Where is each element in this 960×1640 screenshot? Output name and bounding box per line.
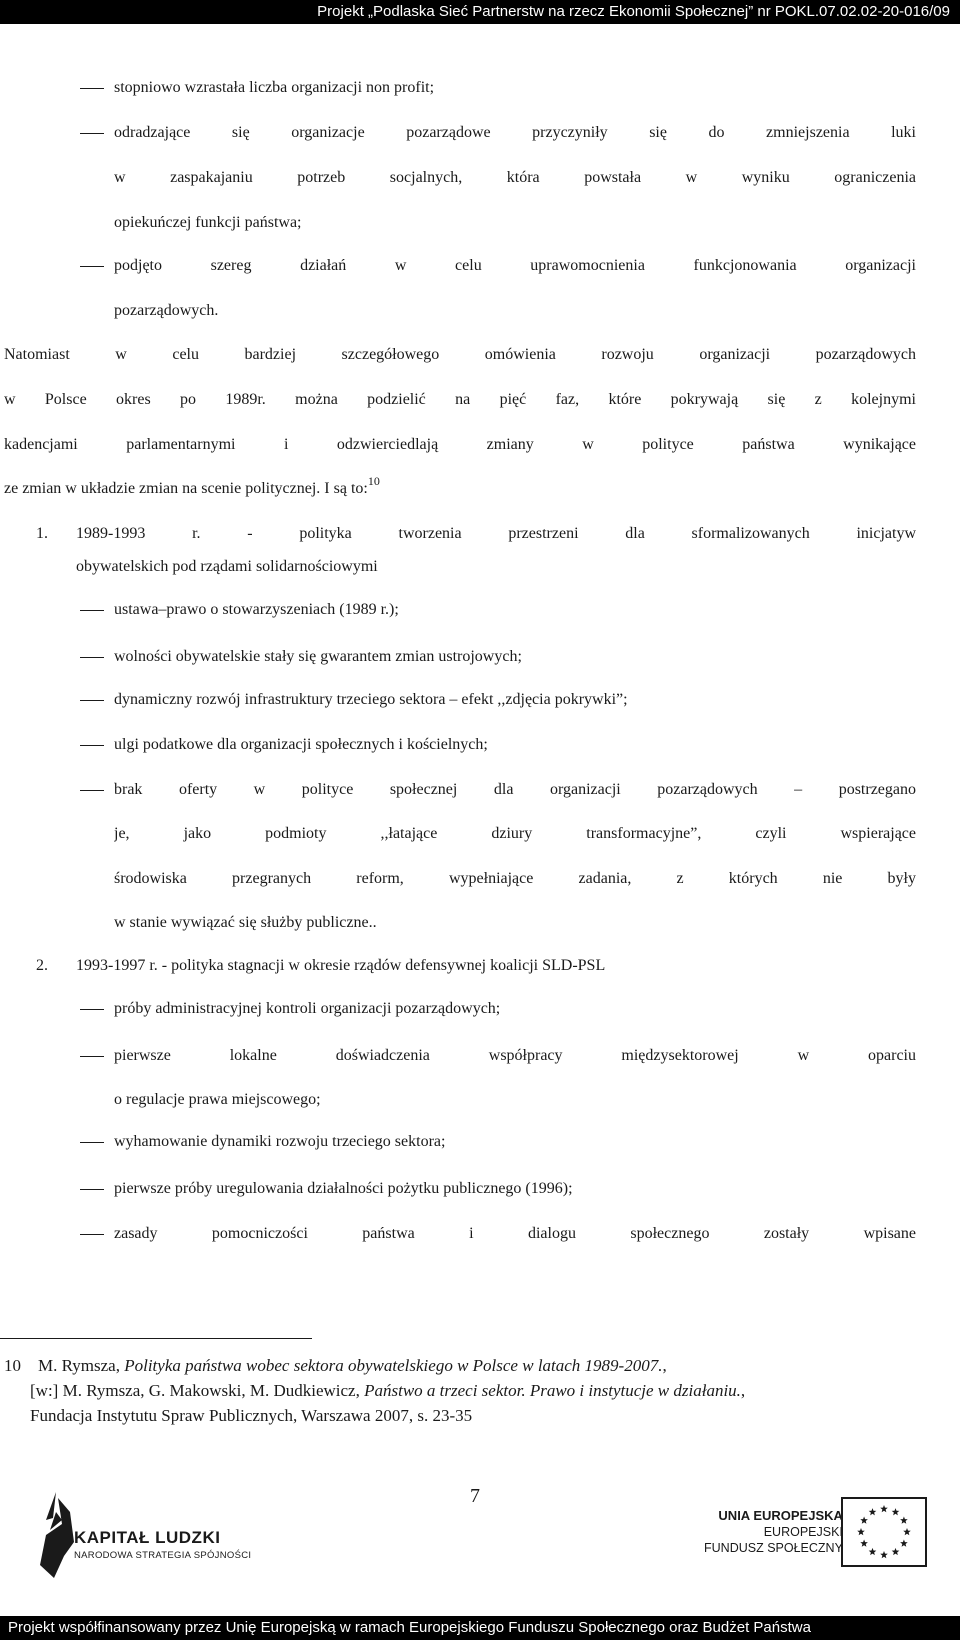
footnote-number: 10: [4, 1356, 21, 1375]
text-line: o regulacje prawa miejscowego;: [114, 1091, 321, 1108]
footnote-sep: ,: [740, 1381, 746, 1400]
eu-star-icon: [869, 1508, 877, 1515]
eu-star-icon: [903, 1528, 911, 1535]
bullet-dash: [80, 133, 104, 134]
footnote-ref[interactable]: 10: [367, 473, 380, 488]
kapital-ludzki-title: KAPITAŁ LUDZKI: [74, 1528, 221, 1547]
text-line: stopniowo wzrastała liczba organizacji non profit;: [114, 79, 435, 96]
text-line: opiekuńczej funkcji państwa;: [114, 214, 302, 231]
text-line: w stanie wywiązać się służby publiczne..: [114, 914, 377, 931]
eu-star-icon: [892, 1548, 900, 1555]
text-line: [4, 475, 380, 503]
footnote-author: M. Rymsza,: [38, 1356, 125, 1375]
text-line: dynamiczny rozwój infrastruktury trzeciego sektora – efekt ,,zdjęcia pokrywki”;: [114, 691, 628, 708]
text-line: ustawa–prawo o stowarzyszeniach (1989 r.);: [114, 601, 399, 618]
footer-text: Projekt współfinansowany przez Unię Europejską w ramach Europejskiego Funduszu Społecznego oraz Budżet Państwa: [8, 1619, 811, 1636]
eu-star-icon: [860, 1517, 868, 1524]
eu-star-icon: [869, 1548, 877, 1555]
eu-logo-text: [704, 1508, 843, 1556]
bullet-dash: [80, 745, 104, 746]
header-text: Projekt „Podlaska Sieć Partnerstw na rzecz Ekonomii Społecznej” nr POKL.07.02.02-20-016/09: [317, 3, 950, 20]
eu-flag-icon: [841, 1497, 927, 1567]
paragraph-end: ze zmian w układzie zmian na scenie politycznej. I są to:: [4, 480, 368, 497]
footnote-line: Fundacja Instytutu Spraw Publicznych, Warszawa 2007, s. 23-35: [30, 1406, 473, 1425]
text-line: pierwsze próby uregulowania działalności pożytku publicznego (1996);: [114, 1180, 573, 1197]
text-line: zasady pomocniczości państwa i dialogu społecznego zostały wpisane: [114, 1225, 916, 1242]
eu-line-2: EUROPEJSKI: [763, 1525, 843, 1539]
text-line: ulgi podatkowe dla organizacji społecznych i kościelnych;: [114, 736, 488, 753]
text-line: podjęto szereg działań w celu uprawomocnienia funkcjonowania organizacji: [114, 257, 916, 274]
bullet-dash: [80, 1056, 104, 1057]
eu-line-1: UNIA EUROPEJSKA: [718, 1508, 843, 1523]
text-line: Natomiast w celu bardziej szczegółowego omówienia rozwoju organizacji pozarządowych: [4, 346, 916, 363]
footnote-line: [38, 1355, 667, 1377]
eu-star-icon: [857, 1528, 865, 1535]
bullet-dash: [80, 1234, 104, 1235]
eu-star-icon: [880, 1551, 888, 1558]
text-line: w zaspakajaniu potrzeb socjalnych, która powstała w wyniku ograniczenia: [114, 169, 916, 186]
footnote-line: [30, 1380, 745, 1402]
bullet-dash: [80, 790, 104, 791]
list-number: 1.: [36, 525, 48, 542]
bullet-dash: [80, 657, 104, 658]
eu-star-icon: [900, 1540, 908, 1547]
text-line: próby administracyjnej kontroli organizacji pozarządowych;: [114, 1000, 501, 1017]
eu-line-3: FUNDUSZ SPOŁECZNY: [704, 1541, 843, 1555]
bullet-dash: [80, 1142, 104, 1143]
footer-bar: [0, 1616, 960, 1640]
footnote-title: Państwo a trzeci sektor. Prawo i instytucje w działaniu.: [364, 1381, 741, 1400]
bullet-dash: [80, 700, 104, 701]
text-line: obywatelskich pod rządami solidarnościowymi: [76, 558, 378, 575]
eu-star-icon: [880, 1505, 888, 1512]
text-line: je, jako podmioty ,,łatające dziury transformacyjne”, czyli wspierające: [114, 825, 916, 842]
bullet-dash: [80, 1189, 104, 1190]
eu-star-icon: [860, 1540, 868, 1547]
text-line: kadencjami parlamentarnymi i odzwierciedlają zmiany w polityce państwa wynikające: [4, 436, 916, 453]
page-number: 7: [470, 1485, 480, 1507]
text-line: odradzające się organizacje pozarządowe przyczyniły się do zmniejszenia luki: [114, 124, 916, 141]
eu-star-icon: [892, 1508, 900, 1515]
kapital-ludzki-subtitle: NARODOWA STRATEGIA SPÓJNOŚCI: [74, 1550, 252, 1561]
text-line: 1989-1993 r. - polityka tworzenia przestrzeni dla sformalizowanych inicjatyw: [76, 525, 916, 542]
footnote-separator: [0, 1338, 312, 1339]
bullet-dash: [80, 88, 104, 89]
text-line: pozarządowych.: [114, 302, 219, 319]
text-line: 1993-1997 r. - polityka stagnacji w okresie rządów defensywnej koalicji SLD-PSL: [76, 957, 606, 974]
text-line: wolności obywatelskie stały się gwarantem zmian ustrojowych;: [114, 648, 522, 665]
text-line: pierwsze lokalne doświadczenia współpracy międzysektorowej w oparciu: [114, 1047, 916, 1064]
list-number: 2.: [36, 957, 48, 974]
footnote-prefix: [w:] M. Rymsza, G. Makowski, M. Dudkiewicz,: [30, 1381, 365, 1400]
text-line: wyhamowanie dynamiki rozwoju trzeciego sektora;: [114, 1133, 446, 1150]
bullet-dash: [80, 610, 104, 611]
text-line: środowiska przegranych reform, wypełniające zadania, z których nie były: [114, 870, 916, 887]
text-line: w Polsce okres po 1989r. można podzielić na pięć faz, które pokrywają się z kolejnymi: [4, 391, 916, 408]
footnote-title: Polityka państwa wobec sektora obywatelskiego w Polsce w latach 1989-2007.: [124, 1356, 663, 1375]
bullet-dash: [80, 1009, 104, 1010]
eu-star-icon: [900, 1517, 908, 1524]
header-bar: [0, 0, 960, 24]
text-line: brak oferty w polityce społecznej dla organizacji pozarządowych – postrzegano: [114, 781, 916, 798]
bullet-dash: [80, 266, 104, 267]
footnote-sep: ,: [662, 1356, 667, 1375]
